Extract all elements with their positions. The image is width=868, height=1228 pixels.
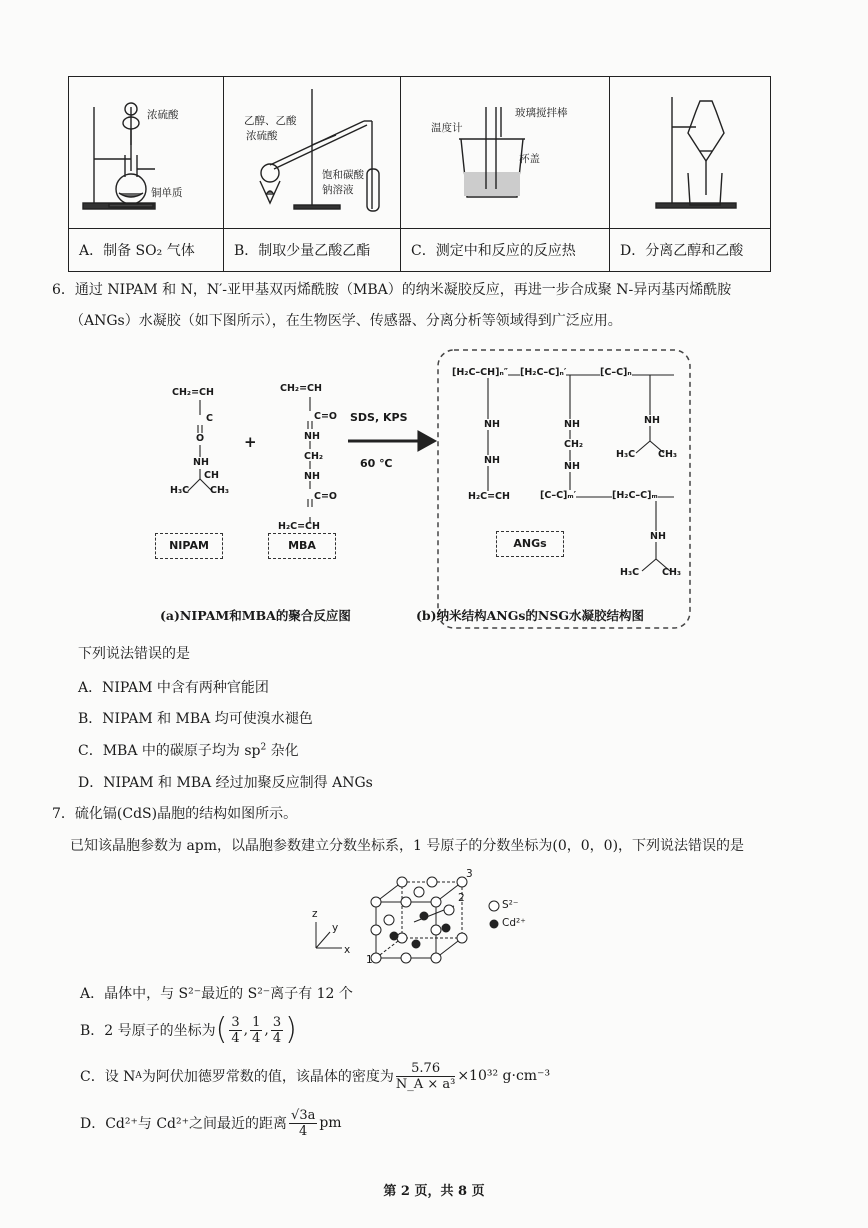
polymer-structures-drawing <box>150 345 696 633</box>
calorimeter-drawing <box>401 77 609 228</box>
label-sodium-carbonate-1: 饱和碳酸 <box>322 169 364 181</box>
angs-backbone-4: [C–C]ₘ′ <box>540 490 577 501</box>
reaction-conditions-1: SDS, KPS <box>350 411 408 424</box>
caption-d: D．分离乙醇和乙酸 <box>610 229 771 272</box>
caption-c: C．测定中和反应的反应热 <box>401 229 610 272</box>
angs-nh-2: NH <box>484 455 500 466</box>
angs-backbone-1: [H₂C–CH]ₙ″ <box>452 367 509 378</box>
atom-3-label: 3 <box>466 868 473 880</box>
angs-backbone-2: [H₂C–C]ₙ′ <box>520 367 567 378</box>
caption-b: B．制取少量乙酸乙酯 <box>224 229 401 272</box>
crystal-cell-drawing <box>306 866 519 970</box>
label-sulfuric: 浓硫酸 <box>246 130 278 142</box>
label-thermometer: 温度计 <box>431 122 463 134</box>
q7-stem-line2: 已知该晶胞参数为 apm，以晶胞参数建立分数坐标系，1 号原子的分数坐标为(0，0，0)，下列说法错误的是 <box>70 838 745 854</box>
nipam-vinyl: CH₂=CH <box>172 387 214 398</box>
label-lid: 杯盖 <box>519 153 540 165</box>
nipam-ch3-right: CH₃ <box>210 485 230 496</box>
mba-c2: C=O <box>314 491 338 502</box>
nipam-nh: NH <box>193 457 209 468</box>
frac-y: $\frac{1}{4}$ <box>252 1014 261 1046</box>
nipam-ch: CH <box>204 470 219 481</box>
angs-nh-6: NH <box>650 531 666 542</box>
cell-b-figure <box>224 77 401 229</box>
angs-ch3-a: H₃C <box>616 449 636 460</box>
cell-a-figure <box>69 77 224 229</box>
q6-prompt: 下列说法错误的是 <box>78 646 190 662</box>
q7-option-b-text: B．2 号原子的坐标为 <box>80 1023 216 1039</box>
mba-ch2: CH₂ <box>304 451 324 462</box>
q7-crystal-figure <box>306 866 526 970</box>
mba-vinyl-top: CH₂=CH <box>280 383 322 394</box>
caption-a: A．制备 SO₂ 气体 <box>69 229 224 272</box>
q6-stem-line2: （ANGs）水凝胶（如下图所示），在生物医学、传感器、分离分析等领域得到广泛应用。 <box>70 313 622 329</box>
box-nipam: NIPAM <box>155 533 223 559</box>
q7-option-a: A．晶体中，与 S²⁻最近的 S²⁻离子有 12 个 <box>80 986 353 1002</box>
angs-nh-5: NH <box>644 415 660 426</box>
axis-x-label: x <box>344 944 351 956</box>
caption-figure-b: (b)纳米结构ANGs的NSG水凝胶结构图 <box>416 608 645 623</box>
mba-nh2: NH <box>304 471 320 482</box>
nipam-oxygen: O <box>196 433 205 444</box>
q6-option-d: D．NIPAM 和 MBA 经过加聚反应制得 ANGs <box>78 775 373 791</box>
q6-reaction-figure <box>150 345 696 633</box>
mba-c1: C=O <box>314 411 338 422</box>
ester-apparatus-drawing <box>224 77 400 228</box>
label-glass-stirrer: 玻璃搅拌棒 <box>515 107 568 119</box>
angs-backbone-3: [C–C]ₙ <box>600 367 632 378</box>
label-ethanol-acetic: 乙醇、乙酸 <box>244 115 297 127</box>
page-footer: 第 2 页，共 8 页 <box>383 1184 485 1199</box>
angs-ch3-d: CH₃ <box>662 567 682 578</box>
q7-stem-line1: 7．硫化镉(CdS)晶胞的结构如图所示。 <box>52 806 298 822</box>
separatory-funnel-drawing <box>610 77 775 228</box>
mba-nh1: NH <box>304 431 320 442</box>
angs-nh-1: NH <box>484 419 500 430</box>
axis-z-label: z <box>312 908 318 920</box>
angs-vinyl: H₂C=CH <box>468 491 510 502</box>
angs-ch2: CH₂ <box>564 439 584 450</box>
angs-nh-4: NH <box>564 461 580 472</box>
apparatus-table <box>68 76 771 272</box>
caption-figure-a: (a)NIPAM和MBA的聚合反应图 <box>160 608 351 623</box>
box-angs: ANGs <box>496 531 564 557</box>
legend-sulfide: S²⁻ <box>502 899 519 911</box>
distance-fraction: $\frac{√3a}{4}$ <box>291 1107 316 1139</box>
q6-option-c: C．MBA 中的碳原子均为 $sp^2$ 杂化 <box>78 742 299 759</box>
q6-stem-line1: 6．通过 NIPAM 和 N，N′-亚甲基双丙烯酰胺（MBA）的纳米凝胶反应，再进一步合成聚 N-异丙基丙烯酰胺 <box>52 282 732 298</box>
atom-1-label: 1 <box>366 954 373 966</box>
mba-vinyl-bottom: H₂C=CH <box>278 521 320 532</box>
axis-y-label: y <box>332 922 339 934</box>
frac-x: $\frac{3}{4}$ <box>231 1014 240 1046</box>
q7-option-d: D．Cd²⁺与 Cd²⁺之间最近的距离 $\frac{√3a}{4}$ pm <box>80 1107 342 1139</box>
cell-c-figure <box>401 77 610 229</box>
label-conc-sulfuric-acid: 浓硫酸 <box>147 109 179 121</box>
frac-z: $\frac{3}{4}$ <box>272 1014 282 1046</box>
label-copper: 铜单质 <box>151 187 183 199</box>
q7-option-b: B．2 号原子的坐标为 ( $\frac{3}{4}$ , $\frac{1}{4}$ , $\frac{3}{4}$ ) <box>80 1012 297 1047</box>
angs-nh-3: NH <box>564 419 580 430</box>
paren-left: ( <box>215 1012 228 1047</box>
plus-sign: + <box>244 433 257 451</box>
nipam-carbonyl: C <box>206 413 213 424</box>
legend-cadmium: Cd²⁺ <box>502 917 526 929</box>
q6-option-b: B．NIPAM 和 MBA 均可使溴水褪色 <box>78 711 313 727</box>
angs-ch3-c: H₃C <box>620 567 640 578</box>
paren-right: ) <box>285 1012 297 1047</box>
box-mba: MBA <box>268 533 336 559</box>
label-sodium-carbonate-2: 钠溶液 <box>322 184 354 196</box>
q7-option-c: C．设 N A 为阿伏加德罗常数的值，该晶体的密度为 $\frac{5.76}{\text{N\_A × a³}}$ ×10³² g·cm⁻³ <box>80 1060 551 1092</box>
atom-2-label: 2 <box>458 892 465 904</box>
q6-option-a: A．NIPAM 中含有两种官能团 <box>78 680 269 696</box>
angs-backbone-5: [H₂C–C]ₘ <box>612 490 658 501</box>
reaction-conditions-2: 60 ℃ <box>360 457 393 470</box>
cell-d-figure <box>610 77 771 229</box>
nipam-ch3-left: H₃C <box>170 485 190 496</box>
so2-generator-drawing <box>69 77 221 228</box>
density-fraction: $\frac{5.76}{\text{N\_A × a³}}$ <box>395 1060 456 1092</box>
angs-ch3-b: CH₃ <box>658 449 678 460</box>
